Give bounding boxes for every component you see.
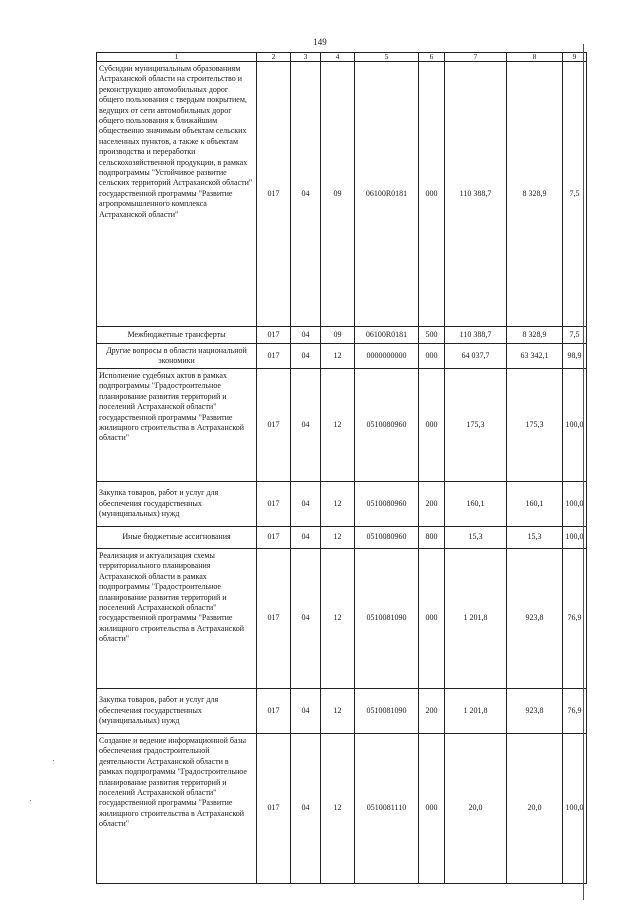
cell-ministry-code: 017: [257, 344, 291, 369]
table-row: [97, 689, 587, 734]
cell-section: 04: [291, 344, 321, 369]
cell-subsection: 09: [321, 327, 355, 344]
cell-plan-amount: 175,3: [445, 369, 507, 482]
cell-expense-type: 000: [419, 369, 445, 482]
cell-percent: 100,0: [563, 527, 587, 549]
column-header: 1: [97, 53, 257, 62]
cell-ministry-code: 017: [257, 62, 291, 327]
cell-plan-amount: 1 201,8: [445, 549, 507, 689]
cell-subsection: 12: [321, 369, 355, 482]
row-description: Исполнение судебных актов в рамках подпрограммы "Градостроительное планирование развития территорий и поселений Астраханской области" государственной программы "Развитие жилищного строительства в Астраханской области": [97, 369, 257, 482]
cell-executed-amount: 923,8: [507, 689, 563, 734]
row-description: Субсидии муниципальным образованиям Астраханской области на строительство и реконструкцию автомобильных дорог общего пользования с твердым покрытием, ведущих от сети автомобильных дорог общего пользования к ближайшим общественно значимым объектам сельских населенных пунктов, а также к объектам производства и переработки сельскохозяйственной продукции, в рамках подпрограммы "Устойчивое развитие сельских территорий Астраханской области" государственной программы "Развитие агропромышленного комплекса Астраханской области": [97, 62, 257, 327]
table-row: [97, 527, 587, 549]
row-description: Межбюджетные трансферты: [97, 327, 257, 344]
scan-speck: [30, 800, 31, 801]
cell-percent: 100,0: [563, 369, 587, 482]
row-description: Реализация и актуализация схемы территориального планирования Астраханской области в рамках подпрограммы "Градостроительное планирование развития территорий и поселений Астраханской области" государственной программы "Развитие жилищного строительства в Астраханской области": [97, 549, 257, 689]
cell-section: 04: [291, 527, 321, 549]
row-description: Закупка товаров, работ и услуг для обеспечения государственных (муниципальных) нужд: [97, 689, 257, 734]
table-row: [97, 62, 587, 327]
cell-section: 04: [291, 369, 321, 482]
cell-executed-amount: 15,3: [507, 527, 563, 549]
column-header: 2: [257, 53, 291, 62]
cell-percent: 98,9: [563, 344, 587, 369]
cell-target-article: 0510081090: [355, 689, 419, 734]
row-description: Закупка товаров, работ и услуг для обеспечения государственных (муниципальных) нужд: [97, 482, 257, 527]
cell-expense-type: 000: [419, 344, 445, 369]
column-header: 4: [321, 53, 355, 62]
cell-section: 04: [291, 549, 321, 689]
cell-executed-amount: 160,1: [507, 482, 563, 527]
table-row: [97, 549, 587, 689]
cell-section: 04: [291, 327, 321, 344]
cell-section: 04: [291, 689, 321, 734]
table-row: [97, 344, 587, 369]
cell-plan-amount: 64 037,7: [445, 344, 507, 369]
cell-ministry-code: 017: [257, 369, 291, 482]
cell-percent: 7,5: [563, 327, 587, 344]
cell-target-article: 0000000000: [355, 344, 419, 369]
cell-section: 04: [291, 62, 321, 327]
cell-expense-type: 200: [419, 689, 445, 734]
cell-executed-amount: 20,0: [507, 734, 563, 884]
cell-executed-amount: 8 328,9: [507, 62, 563, 327]
cell-executed-amount: 63 342,1: [507, 344, 563, 369]
cell-plan-amount: 20,0: [445, 734, 507, 884]
cell-subsection: 12: [321, 527, 355, 549]
cell-plan-amount: 15,3: [445, 527, 507, 549]
cell-plan-amount: 110 388,7: [445, 62, 507, 327]
cell-expense-type: 200: [419, 482, 445, 527]
cell-ministry-code: 017: [257, 734, 291, 884]
budget-table: [96, 52, 587, 884]
cell-executed-amount: 8 328,9: [507, 327, 563, 344]
cell-target-article: 06100R0181: [355, 62, 419, 327]
cell-executed-amount: 923,8: [507, 549, 563, 689]
cell-target-article: 06100R0181: [355, 327, 419, 344]
scan-speck: [53, 760, 54, 761]
cell-section: 04: [291, 482, 321, 527]
cell-ministry-code: 017: [257, 527, 291, 549]
cell-percent: 76,9: [563, 549, 587, 689]
column-header: 6: [419, 53, 445, 62]
cell-executed-amount: 175,3: [507, 369, 563, 482]
cell-subsection: 12: [321, 344, 355, 369]
cell-expense-type: 800: [419, 527, 445, 549]
cell-expense-type: 000: [419, 734, 445, 884]
scan-vertical-line: [583, 44, 584, 900]
column-header: 5: [355, 53, 419, 62]
column-header: 3: [291, 53, 321, 62]
cell-plan-amount: 160,1: [445, 482, 507, 527]
cell-subsection: 12: [321, 549, 355, 689]
cell-ministry-code: 017: [257, 327, 291, 344]
page-number: 149: [313, 37, 327, 47]
row-description: Иные бюджетные ассигнования: [97, 527, 257, 549]
table-row: [97, 369, 587, 482]
row-description: Другие вопросы в области национальной экономики: [97, 344, 257, 369]
table-row: [97, 482, 587, 527]
cell-target-article: 0510081110: [355, 734, 419, 884]
cell-percent: 100,0: [563, 734, 587, 884]
row-description: Создание и ведение информационной базы обеспечения градостроительной деятельности Астраханской области в рамках подпрограммы "Градостроительное планирование развития территорий и поселений Астраханской области" государственной программы "Развитие жилищного строительства в Астраханской области": [97, 734, 257, 884]
cell-percent: 76,9: [563, 689, 587, 734]
cell-ministry-code: 017: [257, 689, 291, 734]
cell-percent: 100,0: [563, 482, 587, 527]
cell-plan-amount: 110 388,7: [445, 327, 507, 344]
cell-target-article: 0510080960: [355, 482, 419, 527]
cell-expense-type: 000: [419, 549, 445, 689]
column-number-row: [97, 53, 587, 62]
cell-subsection: 12: [321, 689, 355, 734]
column-header: 8: [507, 53, 563, 62]
cell-subsection: 12: [321, 734, 355, 884]
column-header: 7: [445, 53, 507, 62]
cell-subsection: 12: [321, 482, 355, 527]
column-header: 9: [563, 53, 587, 62]
cell-target-article: 0510080960: [355, 369, 419, 482]
cell-subsection: 09: [321, 62, 355, 327]
cell-section: 04: [291, 734, 321, 884]
cell-ministry-code: 017: [257, 549, 291, 689]
cell-percent: 7,5: [563, 62, 587, 327]
cell-target-article: 0510080960: [355, 527, 419, 549]
cell-expense-type: 500: [419, 327, 445, 344]
cell-ministry-code: 017: [257, 482, 291, 527]
cell-plan-amount: 1 201,8: [445, 689, 507, 734]
cell-target-article: 0510081090: [355, 549, 419, 689]
table-row: [97, 327, 587, 344]
table-row: [97, 734, 587, 884]
cell-expense-type: 000: [419, 62, 445, 327]
